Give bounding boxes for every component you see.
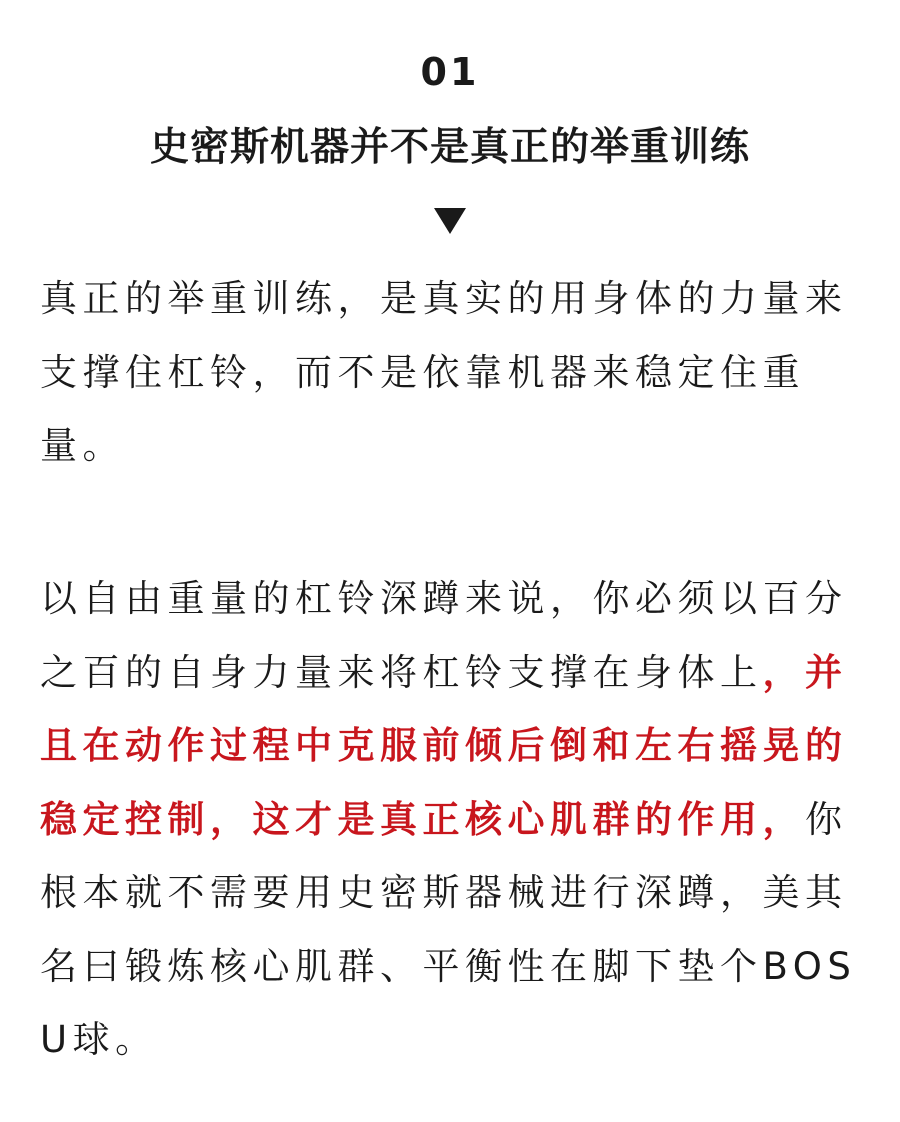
paragraph-1-text: 真正的举重训练，是真实的用身体的力量来支撑住杠铃，而不是依靠机器来稳定住重量。 [40,277,848,467]
paragraph-2-text-before: 以自由重量的杠铃深蹲来说，你必须以百分之百的自身力量来将杠铃支撑在身体上 [40,577,848,694]
paragraph-2-text-after: 你根本就不需要用史密斯器械进行深蹲，美其名曰锻炼核心肌群、平衡性在脚下垫个BOSU球。 [40,797,857,1061]
paragraph-1 [40,262,866,483]
paragraph-2 [40,562,866,1077]
section-title: 史密斯机器并不是真正的举重训练 [149,125,750,170]
paragraph-2-highlight: ，并且在动作过程中克服前倾后倒和左右摇晃的稳定控制，这才是真正核心肌群的作用， [40,650,848,841]
down-triangle-icon [434,208,466,234]
section-number: 01 [420,50,480,94]
